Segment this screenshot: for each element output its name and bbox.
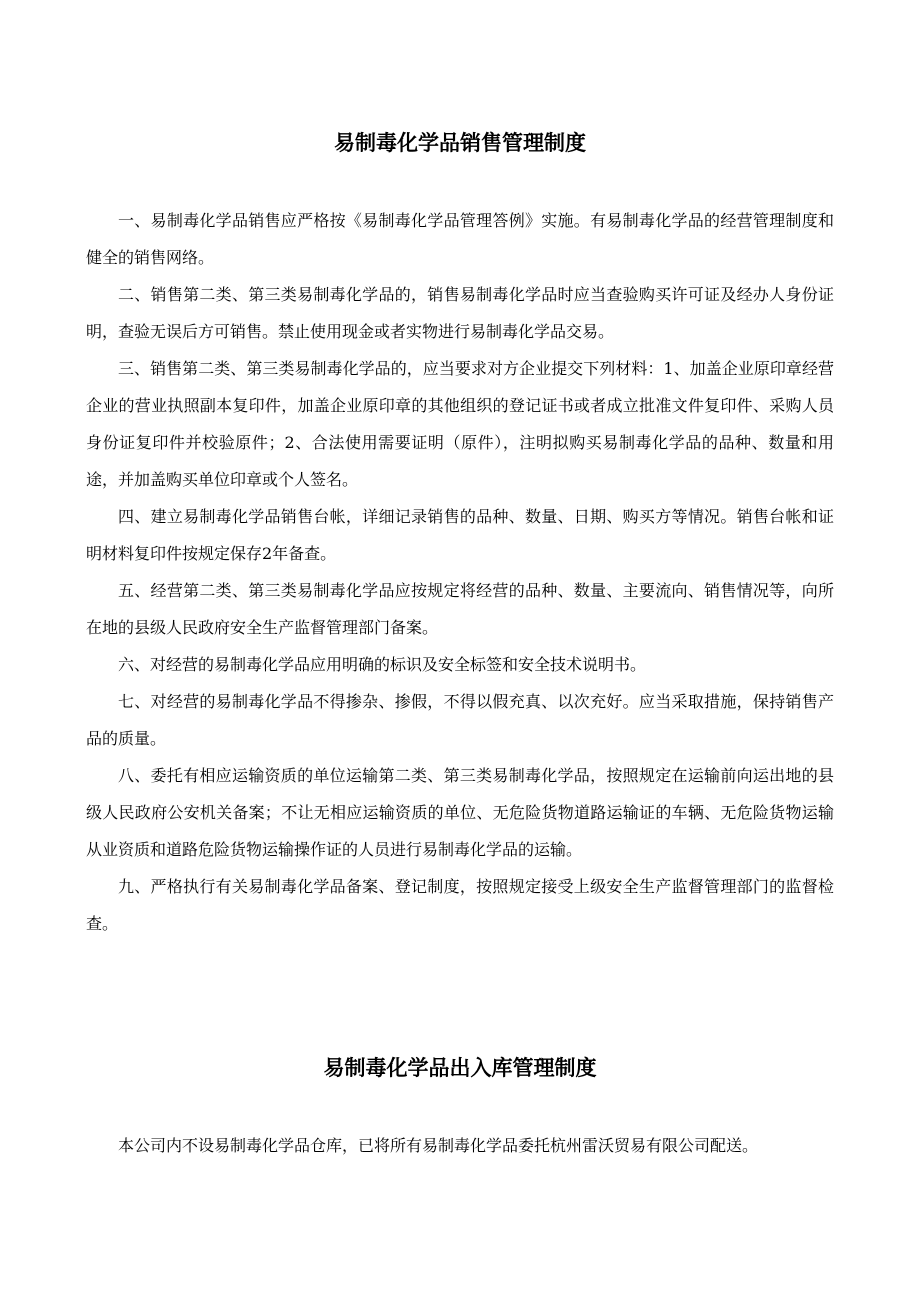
section-title-sales: 易制毒化学品销售管理制度 — [334, 131, 586, 155]
paragraph-6: 六、对经营的易制毒化学品应用明确的标识及安全标签和安全技术说明书。 — [118, 655, 647, 674]
paragraph-1: 一、易制毒化学品销售应严格按《易制毒化学品管理答例》实施。有易制毒化学品的经营管理制度和健全的销售网络。 — [86, 211, 834, 267]
paragraph-8: 八、委托有相应运输资质的单位运输第二类、第三类易制毒化学品，按照规定在运输前向运出地的县级人民政府公安机关备案；不让无相应运输资质的单位、无危险货物道路运输证的车辆、无危险货物运输从业资质和道路危险货物运输操作证的人员进行易制毒化学品的运输。 — [86, 766, 834, 859]
section-title-warehouse: 易制毒化学品出入库管理制度 — [323, 1056, 597, 1080]
paragraph-9: 九、严格执行有关易制毒化学品备案、登记制度，按照规定接受上级安全生产监督管理部门的监督检查。 — [86, 877, 834, 933]
paragraph-7: 七、对经营的易制毒化学品不得掺杂、掺假，不得以假充真、以次充好。应当采取措施，保持销售产品的质量。 — [86, 692, 834, 748]
section-warehouse-body — [86, 1127, 834, 1164]
paragraph-warehouse: 本公司内不设易制毒化学品仓库，已将所有易制毒化学品委托杭州雷沃贸易有限公司配送。 — [118, 1136, 759, 1155]
paragraph-4: 四、建立易制毒化学品销售台帐，详细记录销售的品种、数量、日期、购买方等情况。销售台帐和证明材料复印件按规定保存2年备查。 — [86, 507, 834, 563]
paragraph-3: 三、销售第二类、第三类易制毒化学品的，应当要求对方企业提交下列材料：1、加盖企业原印章经营企业的营业执照副本复印件，加盖企业原印章的其他组织的登记证书或者成立批准文件复印件、采购人员身份证复印件并校验原件；2、合法使用需要证明（原件），注明拟购买易制毒化学品的品种、数量和用途，并加盖购买单位印章或个人签名。 — [86, 359, 834, 489]
section-sales-body — [86, 202, 834, 942]
paragraph-5: 五、经营第二类、第三类易制毒化学品应按规定将经营的品种、数量、主要流向、销售情况等，向所在地的县级人民政府安全生产监督管理部门备案。 — [86, 581, 834, 637]
paragraph-2: 二、销售第二类、第三类易制毒化学品的，销售易制毒化学品时应当查验购买许可证及经办人身份证明，查验无误后方可销售。禁止使用现金或者实物进行易制毒化学品交易。 — [86, 285, 834, 341]
